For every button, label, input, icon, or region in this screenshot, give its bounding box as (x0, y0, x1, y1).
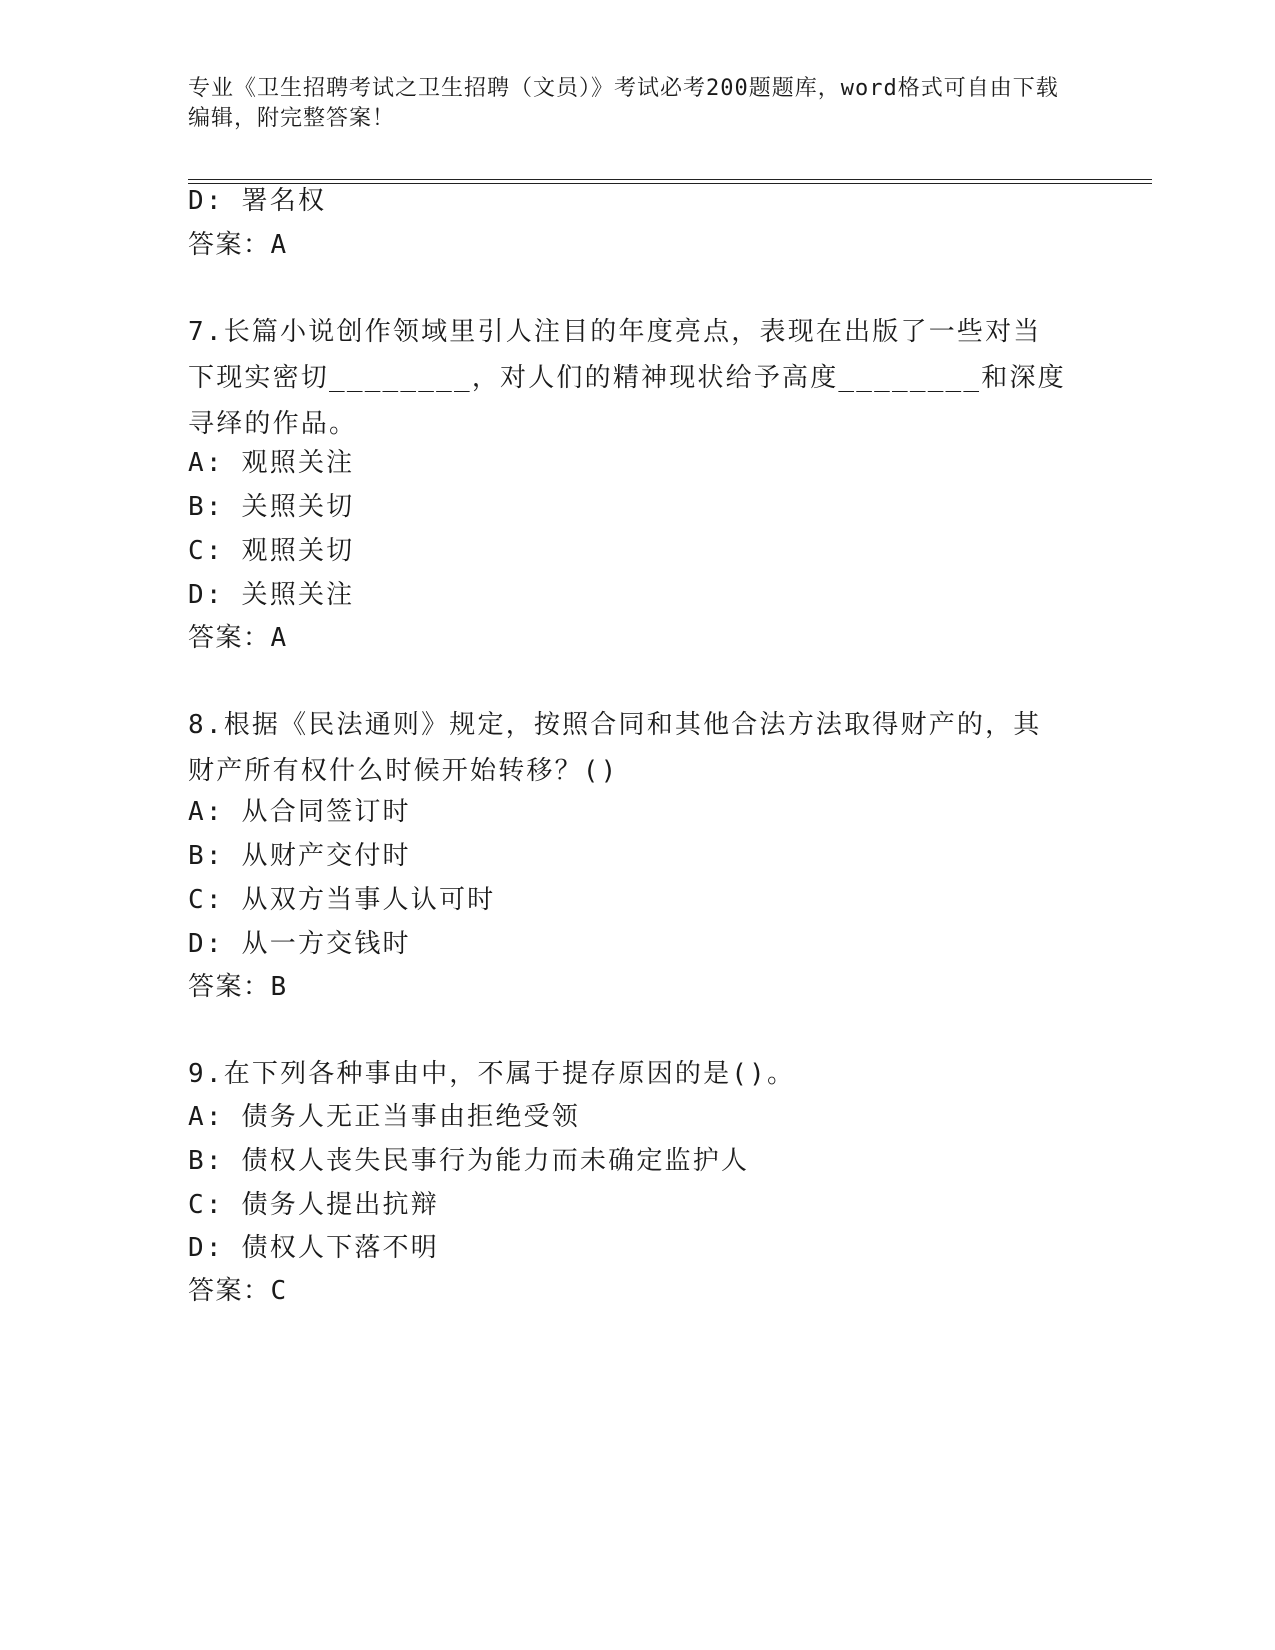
q8-option-b: B: 从财产交付时 (188, 841, 411, 871)
q7-option-b: B: 关照关切 (188, 492, 355, 522)
q9-option-b: B: 债权人丧失民事行为能力而未确定监护人 (188, 1146, 750, 1176)
header-rule-top (188, 179, 1152, 180)
q6-option-d: D: 署名权 (188, 186, 327, 216)
q9-option-a: A: 债务人无正当事由拒绝受领 (188, 1102, 580, 1132)
q8-option-d: D: 从一方交钱时 (188, 929, 411, 959)
q8-stem: 8.根据《民法通则》规定，按照合同和其他合法方法取得财产的，其财产所有权什么时候开始转移？() (188, 710, 1042, 786)
q7-option-c: C: 观照关切 (188, 536, 355, 566)
q8-option-a: A: 从合同签订时 (188, 797, 411, 827)
q7-answer: 答案：A (188, 623, 288, 653)
header-rule-bottom (188, 183, 1152, 184)
q7-stem: 7.长篇小说创作领域里引人注目的年度亮点，表现在出版了一些对当下现实密切________，对人们的精神现状给予高度________和深度寻绎的作品。 (188, 317, 1066, 439)
q6-answer: 答案：A (188, 230, 288, 260)
q9-option-c: C: 债务人提出抗辩 (188, 1190, 439, 1220)
q9-answer: 答案：C (188, 1276, 288, 1306)
q9-stem: 9.在下列各种事由中，不属于提存原因的是()。 (188, 1059, 796, 1089)
q8-answer: 答案：B (188, 972, 288, 1002)
document-header: 专业《卫生招聘考试之卫生招聘（文员）》考试必考200题题库，word格式可自由下载编辑，附完整答案！ (188, 76, 1059, 131)
q7-option-d: D: 关照关注 (188, 580, 355, 610)
q9-option-d: D: 债权人下落不明 (188, 1233, 439, 1263)
q7-option-a: A: 观照关注 (188, 448, 355, 478)
q8-option-c: C: 从双方当事人认可时 (188, 885, 496, 915)
